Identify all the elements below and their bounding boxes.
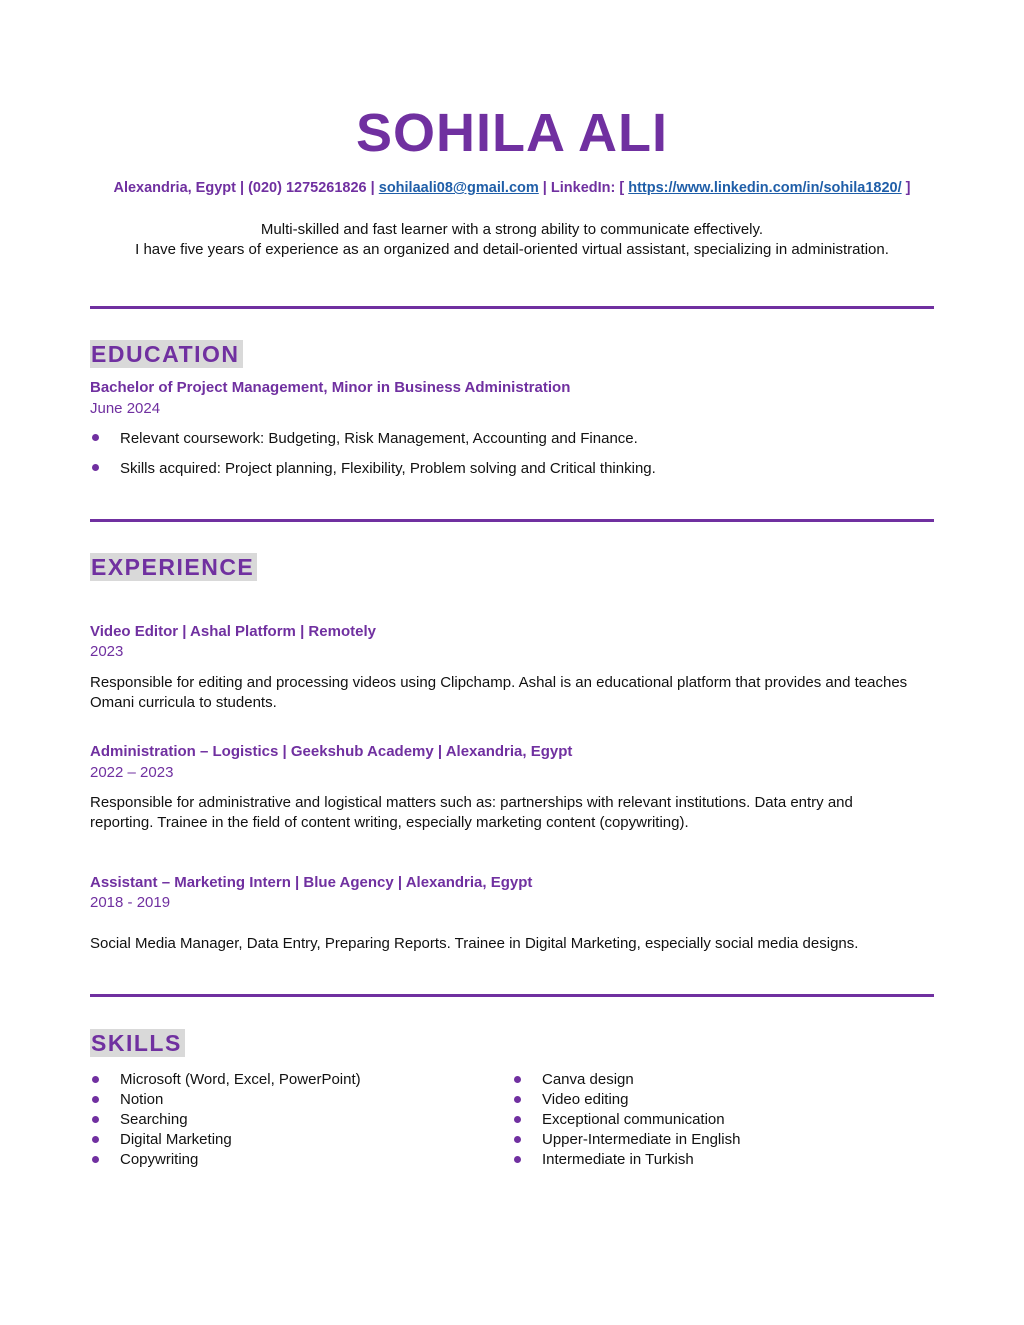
skill-item: Searching (120, 1111, 188, 1128)
job-title: Assistant – Marketing Intern | Blue Agency | Alexandria, Egypt (90, 874, 533, 891)
bullet-icon (92, 1156, 99, 1163)
bullet-icon (514, 1096, 521, 1103)
candidate-name: SOHILA ALI (356, 103, 668, 163)
job-title: Administration – Logistics | Geekshub Academy | Alexandria, Egypt (90, 743, 573, 760)
description-line: Social Media Manager, Data Entry, Preparing Reports. Trainee in Digital Marketing, especially social media designs. (90, 935, 859, 952)
section-divider (90, 519, 934, 522)
contact-line (0, 180, 1024, 196)
description-line: reporting. Trainee in the field of content writing, especially marketing content (copywriting). (90, 814, 689, 831)
summary-line: I have five years of experience as an organized and detail-oriented virtual assistant, specializing in administration. (135, 241, 889, 258)
job-title: Video Editor | Ashal Platform | Remotely (90, 623, 376, 640)
summary (0, 220, 1024, 260)
separator: | (370, 180, 375, 196)
skill-item: Copywriting (120, 1151, 199, 1168)
skill-item: Video editing (542, 1091, 629, 1108)
experience-heading: EXPERIENCE (90, 553, 257, 581)
bullet-icon (92, 464, 99, 471)
degree-title: Bachelor of Project Management, Minor in Business Administration (90, 379, 571, 396)
separator: | (542, 180, 547, 196)
bullet-icon (92, 1136, 99, 1143)
job-description (90, 934, 934, 954)
skill-item: Intermediate in Turkish (542, 1151, 694, 1168)
location: Alexandria, Egypt (113, 180, 236, 196)
list-item: Skills acquired: Project planning, Flexibility, Problem solving and Critical thinking. (120, 460, 656, 477)
linkedin-close-bracket: ] (905, 180, 911, 196)
bullet-icon (514, 1156, 521, 1163)
degree-date: June 2024 (90, 400, 161, 417)
job-date: 2018 - 2019 (90, 894, 171, 911)
skill-item: Canva design (542, 1071, 634, 1088)
education-heading: EDUCATION (90, 340, 243, 368)
summary-line: Multi-skilled and fast learner with a strong ability to communicate effectively. (260, 221, 764, 238)
description-line: Responsible for editing and processing videos using Clipchamp. Ashal is an educational platform that provides and teaches (90, 674, 908, 691)
linkedin-link[interactable]: https://www.linkedin.com/in/sohila1820/ (628, 180, 902, 196)
skill-item: Upper-Intermediate in English (542, 1131, 741, 1148)
email-link[interactable]: sohilaali08@gmail.com (378, 180, 539, 196)
description-line: Responsible for administrative and logistical matters such as: partnerships with relevant institutions. Data entry and (90, 794, 853, 811)
job-description (90, 673, 934, 713)
skills-heading: SKILLS (90, 1029, 185, 1057)
bullet-icon (514, 1116, 521, 1123)
description-line: Omani curricula to students. (90, 694, 277, 711)
section-divider (90, 994, 934, 997)
skill-item: Exceptional communication (542, 1111, 725, 1128)
linkedin-label: LinkedIn: [ (550, 180, 625, 196)
bullet-icon (92, 434, 99, 441)
skill-item: Digital Marketing (120, 1131, 232, 1148)
job-date: 2022 – 2023 (90, 764, 174, 781)
list-item: Relevant coursework: Budgeting, Risk Management, Accounting and Finance. (120, 430, 638, 447)
section-divider (90, 306, 934, 309)
bullet-icon (92, 1116, 99, 1123)
job-date: 2023 (90, 643, 124, 660)
bullet-icon (514, 1076, 521, 1083)
bullet-icon (92, 1076, 99, 1083)
skill-item: Notion (120, 1091, 164, 1108)
separator: | (240, 180, 245, 196)
job-description (90, 793, 934, 833)
bullet-icon (514, 1136, 521, 1143)
skill-item: Microsoft (Word, Excel, PowerPoint) (120, 1071, 361, 1088)
bullet-icon (92, 1096, 99, 1103)
phone: (020) 1275261826 (248, 180, 367, 196)
